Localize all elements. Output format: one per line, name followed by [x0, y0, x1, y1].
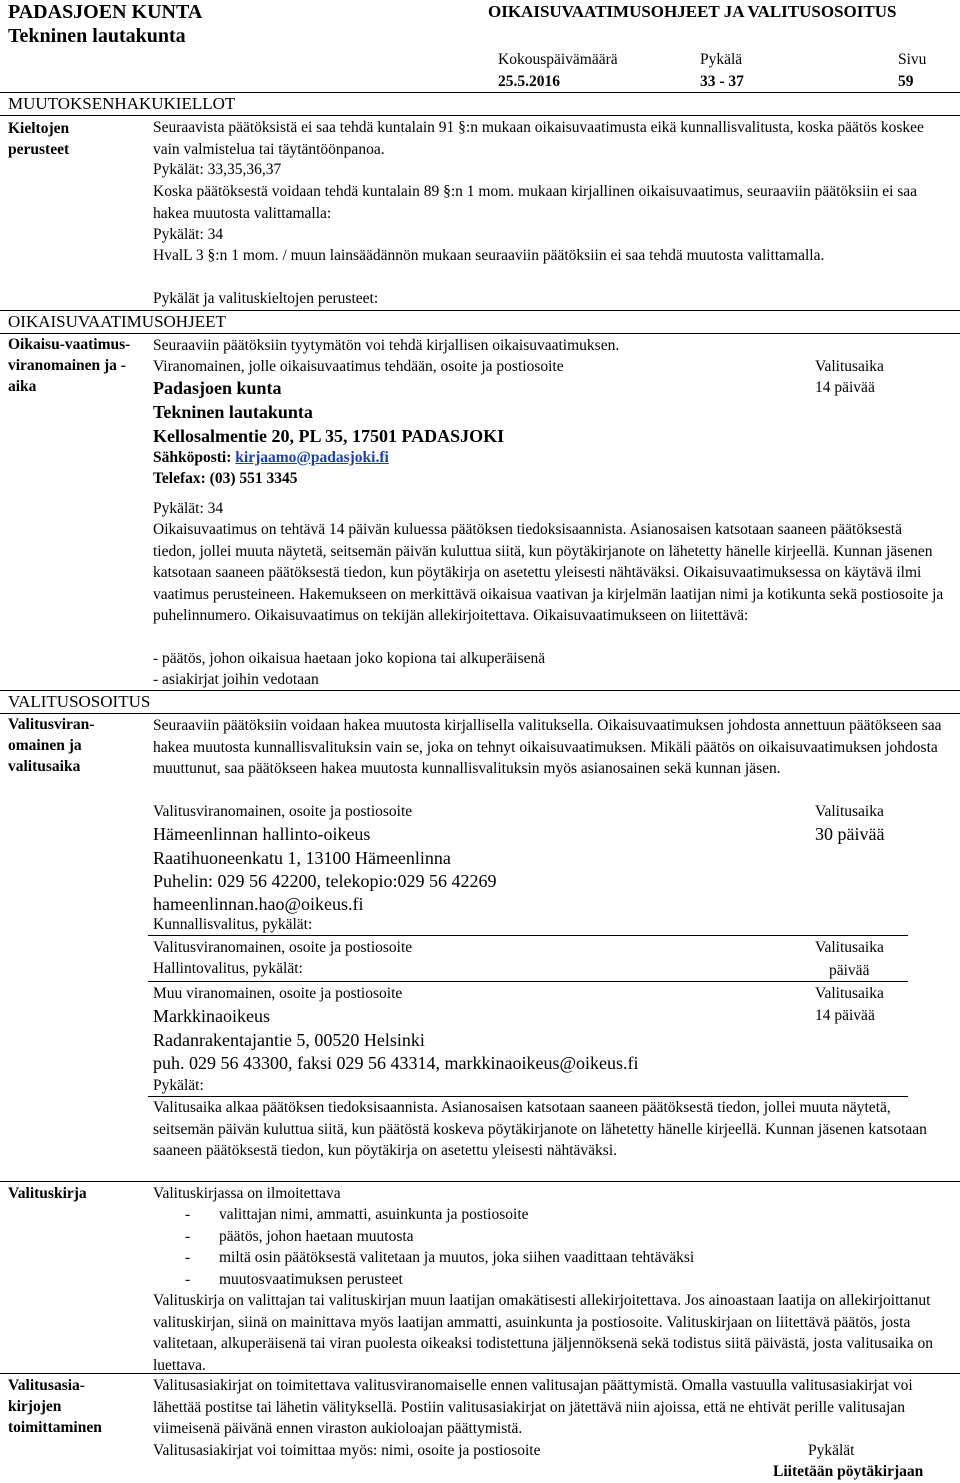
side-label-delivery: Valitusasia-kirjojen toimittaminen [8, 1377, 102, 1436]
court-name: Hämeenlinnan hallinto-oikeus [153, 824, 371, 844]
rectification-email-row [153, 447, 389, 469]
municipal-appeal-sections: Kunnallisvalitus, pykälät: [153, 916, 313, 933]
document-title: OIKAISUVAATIMUSOHJEET JA VALITUSOSOITUS [488, 2, 897, 21]
appeal-letter-body: Valituskirja on valittajan tai valituskirjan muun laatijan omakätisesti allekirjoitettava. Jos ainoastaan laatija on allekirjoittanut valituskirjan, siinä on mainittava myös laatijan ammatti, asuinkunta ja postiosoite. Valituskirjaan on liitettävä päätös, josta valitetaan, alkuperäisenä tai viran puolesta oikeaksi todistettuna jäljennöksenä sekä todistus siitä päivästä, josta valitusaika on luettava. [153, 1292, 933, 1374]
list-item: - päätös, johon haetaan muutosta [185, 1226, 694, 1248]
section-label: Pykälä [700, 51, 743, 68]
rectification-attachment-1: - päätös, johon oikaisua haetaan joko kopiona tai alkuperäisenä [153, 650, 546, 667]
delivery-body: Valitusasiakirjat on toimitettava valitusviranomaiselle ennen valitusajan päättymistä. Omalla vastuulla valitusasiakirjat voi lähettää postitse tai lähetin välityksellä. Postiin valitusasiakirjat on jätettävä niin ajoissa, että ne ehtivät perille valitusajan viimeisenä päivänä ennen viraston aukioloajan päättymistä. [153, 1377, 913, 1437]
divider [148, 935, 908, 936]
section-divider [0, 690, 960, 691]
side-label-prohibitions: Kieltojen perusteet [8, 120, 70, 158]
page-number: 59 [898, 73, 914, 90]
rectification-deadline-label: Valitusaika [815, 358, 884, 375]
rectification-body: Oikaisuvaatimus on tehtävä 14 päivän kuluessa päätöksen tiedoksisaannista. Asianosaisen katsotaan saaneen päätöksestä tiedon, jollei muuta näytetä, seitsemän päivän kuluttua siitä, kun pöytäkirjanote on lähetetty hänelle kirjeellä. Kunnan jäsenen katsotaan saaneen päätöksestä tiedon, kun pöytäkirja on asetettu yleisesti nähtäväksi. Oikaisuvaatimuksessa on käytävä ilmi vaatimus perusteineen. Hakemukseen on merkittävä oikaisua vaativan ja kirjelmän laatijan nimi ja kotikunta sekä postiosoite ja puhelinnumero. Oikaisuvaatimus on tekijän allekirjoitettava. Oikaisuvaatimukseen on liitettävä: [153, 521, 944, 624]
section-divider [0, 115, 960, 116]
admin-appeal-sections: Hallintovalitus, pykälät: [153, 960, 303, 977]
rectification-authority-name: Padasjoen kunta [153, 378, 282, 398]
rectification-sections: Pykälät: 34 [153, 500, 224, 517]
rectification-attachment-2: - asiakirjat joihin vedotaan [153, 671, 319, 688]
rectification-deadline: 14 päivää [815, 379, 875, 396]
divider [148, 981, 908, 982]
meeting-date: 25.5.2016 [498, 73, 560, 90]
section-divider [0, 92, 960, 93]
market-court-contact: puh. 029 56 43300, faksi 029 56 43314, markkinaoikeus@oikeus.fi [153, 1053, 639, 1073]
prohibition-sections-1: Pykälät: 33,35,36,37 [153, 161, 282, 178]
appeal-letter-intro: Valituskirjassa on ilmoitettava [153, 1185, 341, 1202]
section-heading-rectification: OIKAISUVAATIMUSOHJEET [8, 312, 226, 331]
rectification-fax: Telefax: (03) 551 3345 [153, 470, 298, 487]
list-item: - valittajan nimi, ammatti, asuinkunta ja postiosoite [185, 1204, 694, 1226]
section-heading-prohibitions: MUUTOKSENHAKUKIELLOT [8, 94, 236, 113]
other-deadline-label: Valitusaika [815, 985, 884, 1002]
appeal-intro: Seuraaviin päätöksiin voidaan hakea muutosta kirjallisella valituksella. Oikaisuvaatimuksen johdosta annettuun päätökseen saa hakea muutosta kunnallisvalituksin vain se, joka on tehnyt oikaisuvaatimuksen. Mikäli päätös on oikaisuvaatimuksen johdosta muuttunut, saa päätökseen hakea muutosta kunnallisvalituksin myös asianosainen sekä kunnan jäsen. [153, 717, 942, 777]
side-label-appeal-letter: Valituskirja [8, 1185, 87, 1202]
email-label: Sähköposti: [153, 449, 232, 466]
list-item: - miltä osin päätöksestä valitetaan ja muutos, joka siihen vaadittaan tehtäväksi [185, 1247, 694, 1269]
prohibition-text-3: HvalL 3 §:n 1 mom. / muun lainsäädännön mukaan seuraaviin päätöksiin ei saa tehdä muutosta valittamalla. [153, 247, 825, 264]
org-name: PADASJOEN KUNTA [8, 1, 203, 23]
other-authority-label: Muu viranomainen, osoite ja postiosoite [153, 985, 403, 1002]
court-deadline: 30 päivää [815, 824, 885, 844]
section-divider [0, 1181, 960, 1182]
appeal-letter-list [185, 1204, 694, 1290]
appeal-authority-label: Valitusviranomainen, osoite ja postiosoite [153, 803, 413, 820]
footer-note: Liitetään pöytäkirjaan [773, 1463, 924, 1480]
prohibition-text-2: Koska päätöksestä voidaan tehdä kuntalain 89 §:n 1 mom. mukaan kirjallinen oikaisuvaatimus, seuraaviin päätöksiin ei saa hakea muutosta valittamalla: [153, 183, 918, 222]
prohibition-text-1: Seuraavista päätöksistä ei saa tehdä kuntalain 91 §:n mukaan oikaisuvaatimusta eikä kunnallisvalitusta, koska päätös koskee vain valmistelua tai täytäntöönpanoa. [153, 119, 924, 158]
meeting-date-label: Kokouspäivämäärä [498, 51, 618, 68]
page-label: Sivu [898, 51, 927, 68]
market-court-sections: Pykälät: [153, 1077, 204, 1094]
section-heading-appeal: VALITUSOSOITUS [8, 692, 151, 711]
list-item: - muutosvaatimuksen perusteet [185, 1269, 694, 1291]
prohibition-sections-3: Pykälät ja valituskieltojen perusteet: [153, 290, 379, 307]
rectification-authority-label: Viranomainen, jolle oikaisuvaatimus tehdään, osoite ja postiosoite [153, 358, 564, 375]
delivery-last-line: Valitusasiakirjat voi toimittaa myös: nimi, osoite ja postiosoite [153, 1442, 541, 1459]
email-link[interactable]: kirjaamo@padasjoki.fi [235, 449, 389, 466]
market-court-name: Markkinaoikeus [153, 1006, 270, 1026]
rectification-authority-unit: Tekninen lautakunta [153, 402, 313, 422]
prohibition-sections-2: Pykälät: 34 [153, 226, 224, 243]
appeal-time-body: Valitusaika alkaa päätöksen tiedoksisaannista. Asianosaisen katsotaan saaneen päätöksestä tiedon, jollei muuta näytetä, seitsemän päivän kuluttua siitä, kun päätöstä koskeva pöytäkirjanote on lähetetty hänelle kirjeellä. Kunnan jäsenen katsotaan saaneen päätöksestä tiedon, kun pöytäkirja on asetettu yleisesti nähtäväksi. [153, 1099, 927, 1159]
rectification-address: Kellosalmentie 20, PL 35, 17501 PADASJOKI [153, 426, 505, 446]
market-court-address: Radanrakentajantie 5, 00520 Helsinki [153, 1030, 425, 1050]
section-numbers: 33 - 37 [700, 73, 744, 90]
court-email: hameenlinnan.hao@oikeus.fi [153, 894, 364, 914]
court-phone: Puhelin: 029 56 42200, telekopio:029 56 42269 [153, 871, 497, 891]
court-address: Raatihuoneenkatu 1, 13100 Hämeenlinna [153, 848, 451, 868]
section-divider [0, 333, 960, 334]
board-name: Tekninen lautakunta [8, 25, 186, 47]
market-court-deadline: 14 päivää [815, 1007, 875, 1024]
side-label-appeal: Valitusviran-omainen ja valitusaika [8, 716, 95, 775]
appeal-authority-label-2: Valitusviranomainen, osoite ja postiosoite [153, 939, 413, 956]
side-label-rectification: Oikaisu-vaatimus-viranomainen ja -aika [8, 336, 131, 395]
admin-appeal-days: päivää [829, 962, 870, 979]
delivery-sections-label: Pykälät [808, 1442, 855, 1459]
section-divider [0, 1373, 960, 1374]
section-divider [0, 310, 960, 311]
appeal-deadline-label-2: Valitusaika [815, 939, 884, 956]
rectification-intro: Seuraaviin päätöksiin tyytymätön voi tehdä kirjallisen oikaisuvaatimuksen. [153, 337, 620, 354]
section-divider [0, 713, 960, 714]
appeal-deadline-label: Valitusaika [815, 803, 884, 820]
